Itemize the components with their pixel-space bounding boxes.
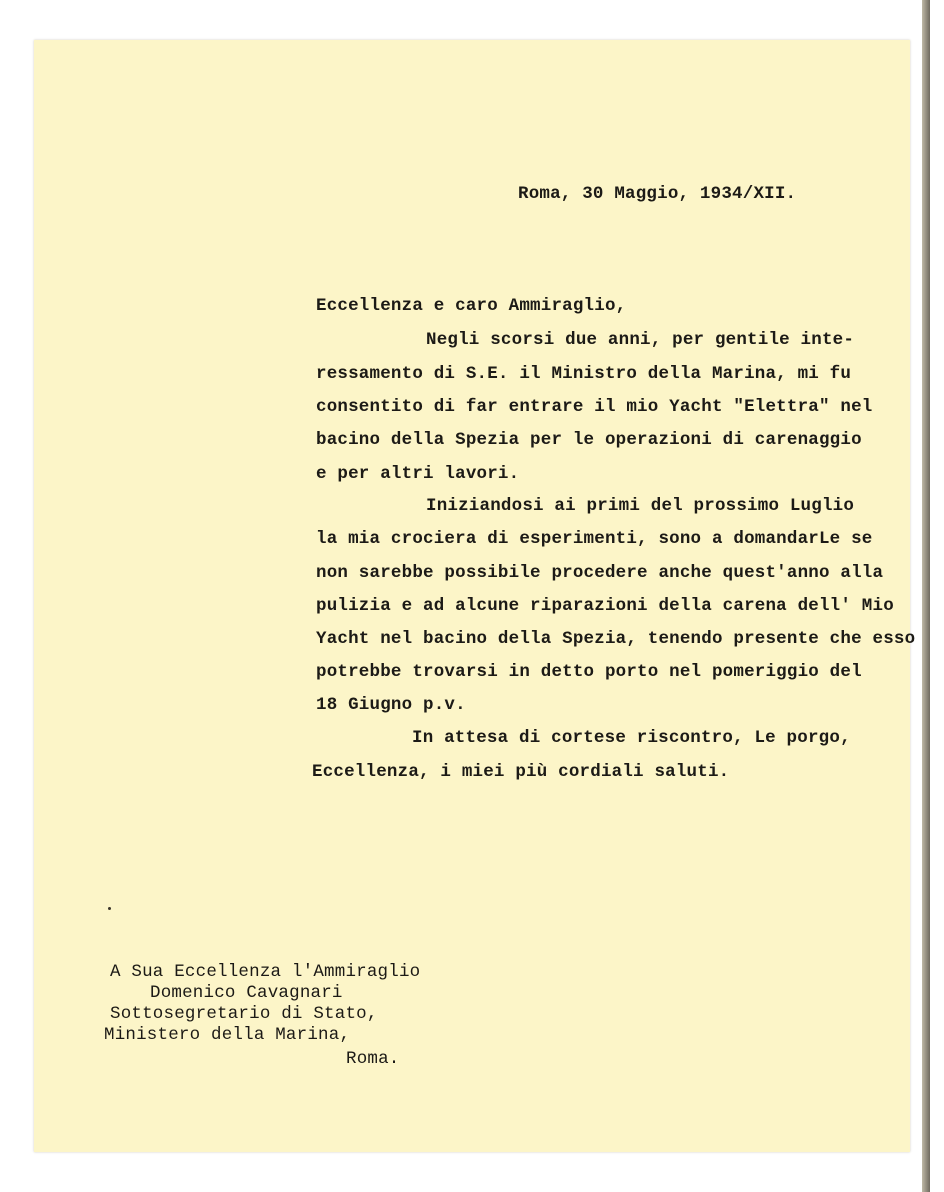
body-line-8: non sarebbe possibile procedere anche quest'anno alla [316, 563, 884, 583]
body-line-13: In attesa di cortese riscontro, Le porgo, [412, 728, 851, 748]
ink-speck [108, 907, 111, 910]
body-line-9: pulizia e ad alcune riparazioni della carena dell' Mio [316, 596, 894, 616]
address-line-2: Domenico Cavagnari [150, 983, 343, 1003]
body-line-14: Eccellenza, i miei più cordiali saluti. [312, 762, 730, 782]
body-line-1: Negli scorsi due anni, per gentile inte- [426, 330, 855, 350]
address-line-1: A Sua Eccellenza l'Ammiraglio [110, 962, 421, 982]
letter-date: Roma, 30 Maggio, 1934/XII. [518, 184, 797, 204]
address-line-4: Ministero della Marina, [104, 1025, 351, 1045]
address-line-3: Sottosegretario di Stato, [110, 1004, 378, 1024]
body-line-11: potrebbe trovarsi in detto porto nel pomeriggio del [316, 662, 862, 682]
body-line-5: e per altri lavori. [316, 464, 520, 484]
body-line-12: 18 Giugno p.v. [316, 695, 466, 715]
scan-edge-shadow [922, 0, 930, 1192]
body-line-2: ressamento di S.E. il Ministro della Marina, mi fu [316, 364, 852, 384]
body-line-4: bacino della Spezia per le operazioni di carenaggio [316, 430, 862, 450]
body-line-10: Yacht nel bacino della Spezia, tenendo presente che esso [316, 629, 916, 649]
body-line-6: Iniziandosi ai primi del prossimo Luglio [426, 496, 855, 516]
body-line-7: la mia crociera di esperimenti, sono a domandarLe se [316, 529, 873, 549]
letter-salutation: Eccellenza e caro Ammiraglio, [316, 296, 627, 316]
address-line-5: Roma. [346, 1049, 400, 1069]
body-line-3: consentito di far entrare il mio Yacht "Elettra" nel [316, 397, 873, 417]
